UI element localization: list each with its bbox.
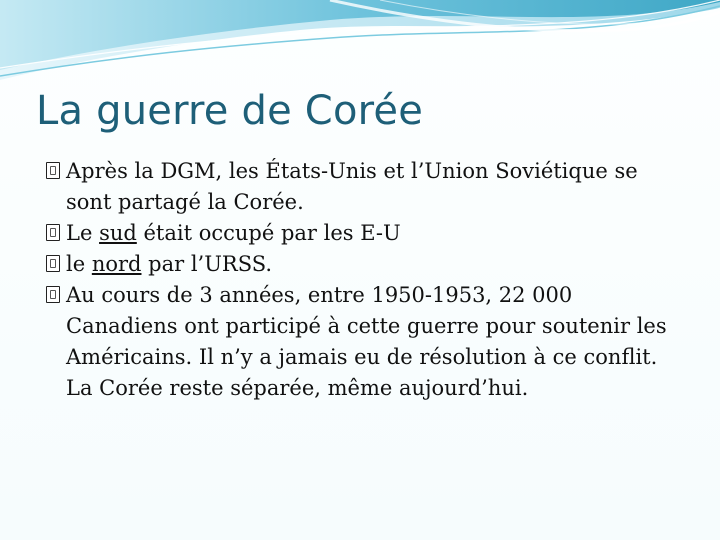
bullet-list: [46, 156, 682, 404]
underlined-word-sud: sud: [99, 221, 137, 245]
bullet-text-3-before: le: [66, 252, 92, 276]
bullet-text-2-before: Le: [66, 221, 100, 245]
bullet-box-icon: [46, 224, 60, 241]
slide-title: La guerre de Corée: [36, 88, 423, 134]
bullet-item-1: [46, 156, 682, 218]
bullet-box-icon: [46, 255, 60, 272]
bullet-item-4: [46, 280, 682, 404]
bullet-text-2-after: était occupé par les E-U: [136, 221, 401, 245]
bullet-box-icon: [46, 162, 60, 179]
bullet-item-2: [46, 218, 682, 249]
header-wave-decoration: [0, 0, 720, 100]
bullet-item-3: [46, 249, 682, 280]
bullet-text-4: Au cours de 3 années, entre 1950-1953, 22 000 Canadiens ont participé à cette guerre pour soutenir les Américains. Il n’y a jamais eu de résolution à ce conflit. La Corée reste séparée, même aujourd’hui.: [66, 283, 667, 400]
bullet-text-3-after: par l’URSS.: [141, 252, 273, 276]
underlined-word-nord: nord: [91, 252, 142, 276]
bullet-text-1: Après la DGM, les États-Unis et l’Union Soviétique se sont partagé la Corée.: [66, 159, 638, 214]
bullet-box-icon: [46, 286, 60, 303]
